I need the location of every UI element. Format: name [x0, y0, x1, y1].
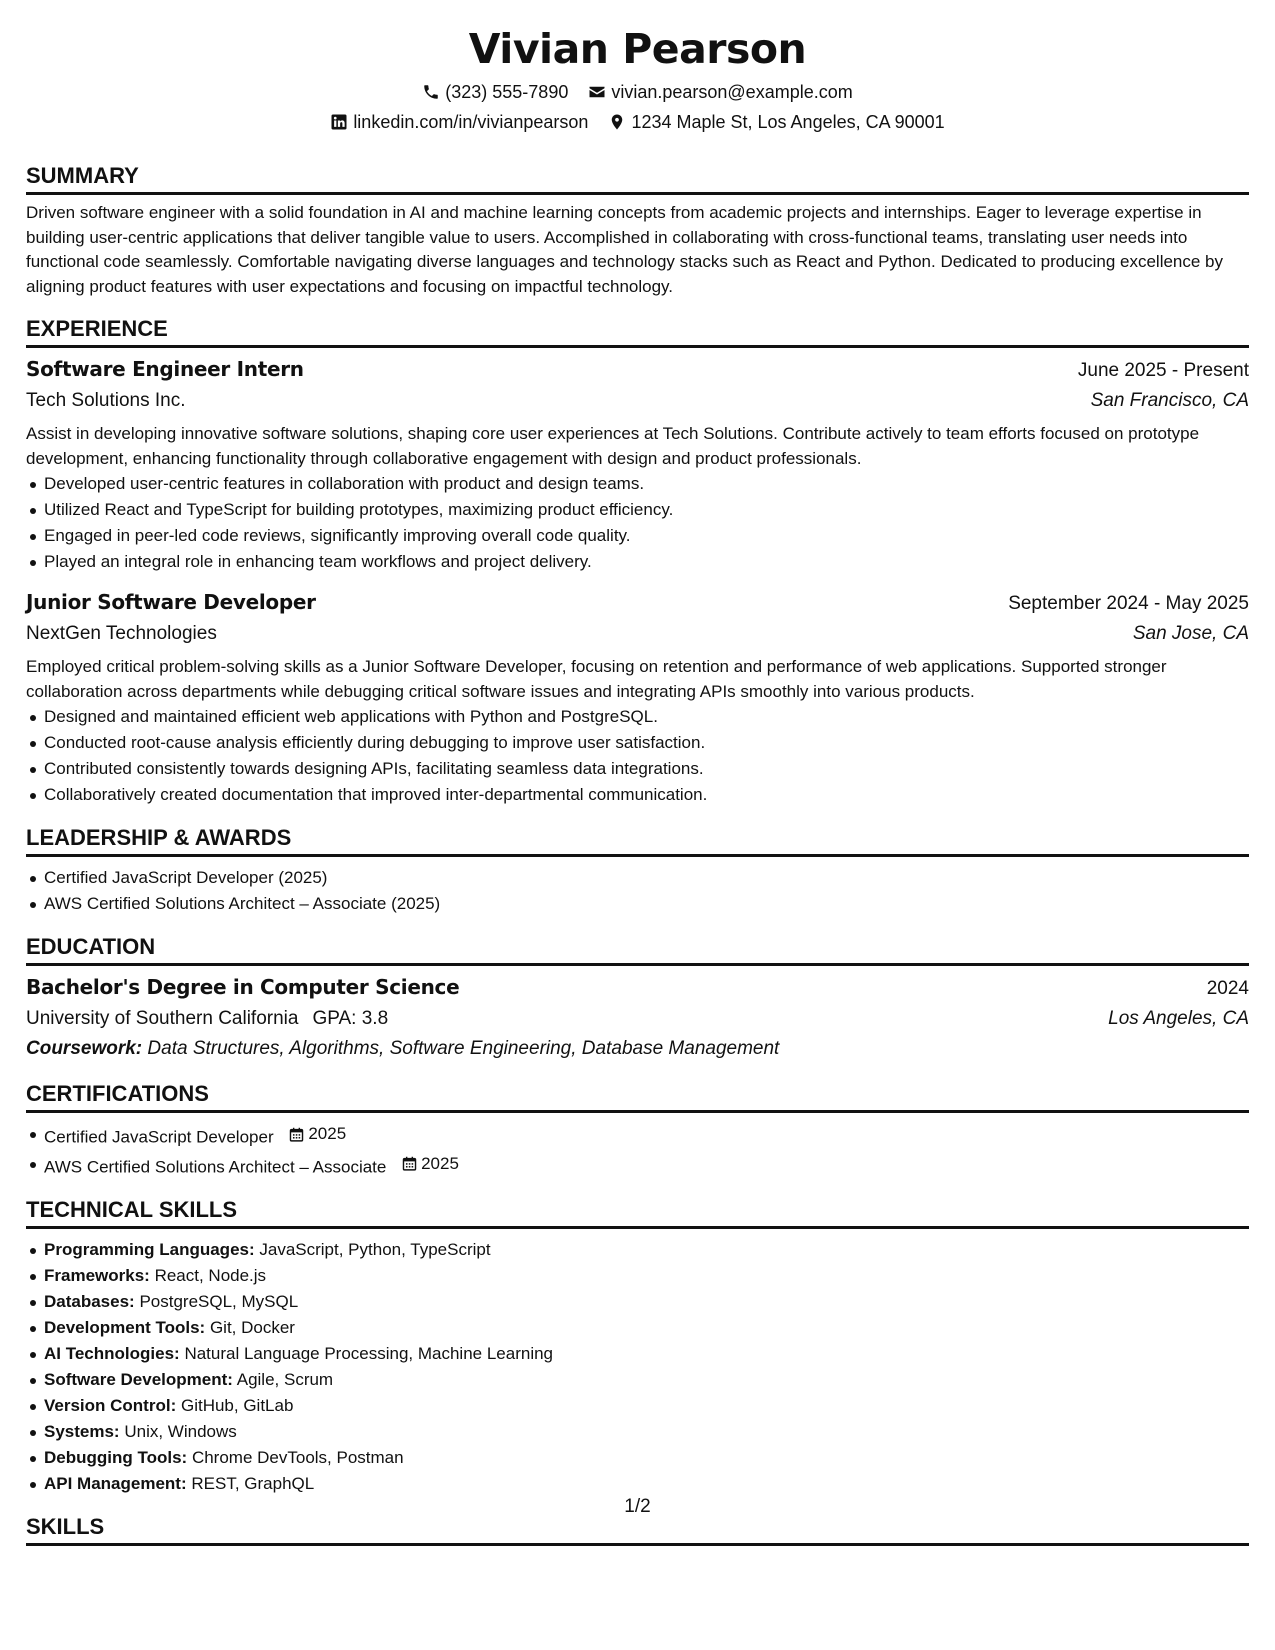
list-item: Conducted root-cause analysis efficiently during debugging to improve user satisfaction.: [44, 730, 1249, 756]
skill-category: Programming Languages:: [44, 1240, 255, 1259]
job-entry: [26, 354, 1249, 575]
job-title: Software Engineer Intern: [26, 357, 304, 381]
job-entry: [26, 587, 1249, 808]
skill-values: JavaScript, Python, TypeScript: [259, 1240, 491, 1259]
job-title: Junior Software Developer: [26, 590, 316, 614]
list-item: [44, 1445, 1249, 1471]
contact-line-2: [26, 108, 1249, 136]
skills-heading: SKILLS: [26, 1513, 1249, 1546]
technical-skills-list: [26, 1237, 1249, 1497]
skill-values: REST, GraphQL: [191, 1474, 315, 1493]
certification-name: Certified JavaScript Developer: [44, 1127, 274, 1147]
skill-category: Systems:: [44, 1422, 120, 1441]
skill-values: Unix, Windows: [124, 1422, 237, 1441]
job-bullets: [26, 704, 1249, 808]
company-name: NextGen Technologies: [26, 623, 217, 644]
school-line: [26, 1004, 388, 1034]
degree-name: Bachelor's Degree in Computer Science: [26, 975, 460, 999]
job-dates: June 2025 - Present: [1077, 360, 1249, 381]
list-item: AWS Certified Solutions Architect – Associate (2025): [44, 891, 1249, 917]
linkedin-icon: [330, 113, 348, 131]
contact-line-1: [26, 78, 1249, 106]
skill-category: Databases:: [44, 1292, 135, 1311]
skill-values: Chrome DevTools, Postman: [191, 1448, 404, 1467]
certification-date: [288, 1121, 346, 1147]
coursework-label: Coursework:: [26, 1038, 143, 1059]
job-header: [26, 354, 1249, 386]
list-item: [44, 1237, 1249, 1263]
page-number: 1/2: [624, 1496, 651, 1517]
job-description: Employed critical problem-solving skills as a Junior Software Developer, focusing on retention and performance of web applications. Supported stronger collaboration across departments while debugging critical software issues and integrating APIs smoothly into various products.: [26, 657, 1167, 701]
coursework-list: Data Structures, Algorithms, Software Engineering, Database Management: [147, 1038, 780, 1059]
education-heading: EDUCATION: [26, 933, 1249, 966]
phone-number: (323) 555-7890: [445, 82, 569, 102]
list-item: Utilized React and TypeScript for building prototypes, maximizing product efficiency.: [44, 497, 1249, 523]
coursework: [26, 1034, 1249, 1064]
certification-name: AWS Certified Solutions Architect – Associate: [44, 1157, 387, 1176]
skill-category: AI Technologies:: [44, 1344, 180, 1363]
job-subheader: [26, 386, 1249, 416]
list-item: Played an integral role in enhancing team workflows and project delivery.: [44, 549, 1249, 575]
job-description: Assist in developing innovative software solutions, shaping core user experiences at Tech Solutions. Contribute actively to team efforts focused on prototype development, enhancing functionality through collaborative engagement with design and product professionals.: [26, 424, 1200, 468]
summary-text: Driven software engineer with a solid foundation in AI and machine learning concepts from academic projects and internships. Eager to leverage expertise in building user-centric applications that deliver tangible value to users. Accomplished in collaborating with cross-functional teams, translating user needs into functional code seamlessly. Comfortable navigating diverse languages and technology stacks such as React and Python. Dedicated to producing excellence by aligning product features with user expectations and focusing on impactful technology.: [26, 203, 1224, 296]
certification-year: 2025: [308, 1124, 347, 1143]
skill-values: React, Node.js: [154, 1266, 267, 1285]
summary-heading: SUMMARY: [26, 162, 1249, 195]
list-item: [44, 1419, 1249, 1445]
envelope-icon: [588, 83, 606, 101]
education-entry: [26, 972, 1249, 1064]
skill-values: Git, Docker: [209, 1318, 295, 1337]
map-pin-icon: [608, 113, 626, 131]
certifications-list: [26, 1121, 1249, 1180]
job-location: San Francisco, CA: [1090, 390, 1249, 411]
list-item: Collaboratively created documentation that improved inter-departmental communication.: [44, 782, 1249, 808]
skill-values: Agile, Scrum: [236, 1370, 334, 1389]
calendar-icon: [401, 1155, 418, 1172]
job-dates: September 2024 - May 2025: [1008, 593, 1249, 614]
list-item: Certified JavaScript Developer (2025): [44, 865, 1249, 891]
job-bullets: [26, 471, 1249, 575]
email-address[interactable]: vivian.pearson@example.com: [611, 82, 853, 102]
skill-category: API Management:: [44, 1474, 187, 1493]
skill-values: PostgreSQL, MySQL: [139, 1292, 299, 1311]
list-item: [44, 1341, 1249, 1367]
experience-section: [26, 315, 1249, 808]
address-contact: [608, 108, 944, 136]
list-item: Engaged in peer-led code reviews, significantly improving overall code quality.: [44, 523, 1249, 549]
certification-date: [401, 1151, 459, 1177]
skill-category: Debugging Tools:: [44, 1448, 188, 1467]
certification-year: 2025: [421, 1153, 459, 1173]
certifications-heading: CERTIFICATIONS: [26, 1080, 1249, 1113]
graduation-year: 2024: [1206, 978, 1249, 999]
list-item: [44, 1367, 1249, 1393]
linkedin-url[interactable]: linkedin.com/in/vivianpearson: [353, 112, 589, 132]
experience-heading: EXPERIENCE: [26, 315, 1249, 348]
list-item: [44, 1263, 1249, 1289]
list-item: [44, 1151, 1249, 1181]
education-subheader: [26, 1004, 1249, 1034]
skill-category: Software Development:: [44, 1370, 233, 1389]
leadership-heading: LEADERSHIP & AWARDS: [26, 824, 1249, 857]
gpa: GPA: 3.8: [312, 1008, 389, 1029]
job-location: San Jose, CA: [1132, 623, 1249, 644]
phone-contact: [422, 78, 568, 106]
school-name: University of Southern California: [26, 1008, 299, 1029]
job-header: [26, 587, 1249, 619]
skill-category: Development Tools:: [44, 1318, 206, 1337]
certifications-section: [26, 1080, 1249, 1180]
candidate-name: Vivian Pearson: [468, 25, 807, 73]
skill-values: GitHub, GitLab: [180, 1396, 294, 1415]
education-section: [26, 933, 1249, 1064]
job-subheader: [26, 619, 1249, 649]
list-item: Designed and maintained efficient web applications with Python and PostgreSQL.: [44, 704, 1249, 730]
list-item: [44, 1121, 1249, 1151]
technical-skills-heading: TECHNICAL SKILLS: [26, 1196, 1249, 1229]
list-item: Developed user-centric features in collaboration with product and design teams.: [44, 471, 1249, 497]
school-location: Los Angeles, CA: [1108, 1008, 1249, 1029]
summary-section: [26, 162, 1249, 299]
leadership-section: [26, 824, 1249, 917]
skill-category: Frameworks:: [44, 1266, 150, 1285]
calendar-icon: [288, 1126, 305, 1143]
list-item: [44, 1315, 1249, 1341]
company-name: Tech Solutions Inc.: [26, 390, 186, 411]
awards-list: [26, 865, 1249, 917]
skill-category: Version Control:: [44, 1396, 177, 1415]
list-item: [44, 1471, 1249, 1497]
list-item: [44, 1289, 1249, 1315]
list-item: [44, 1393, 1249, 1419]
list-item: Contributed consistently towards designing APIs, facilitating seamless data integrations.: [44, 756, 1249, 782]
skill-values: Natural Language Processing, Machine Learning: [184, 1344, 554, 1363]
technical-skills-section: [26, 1196, 1249, 1497]
street-address: 1234 Maple St, Los Angeles, CA 90001: [631, 112, 945, 132]
education-header: [26, 972, 1249, 1004]
email-contact[interactable]: [588, 78, 852, 106]
linkedin-contact[interactable]: [330, 108, 588, 136]
phone-icon: [422, 83, 440, 101]
